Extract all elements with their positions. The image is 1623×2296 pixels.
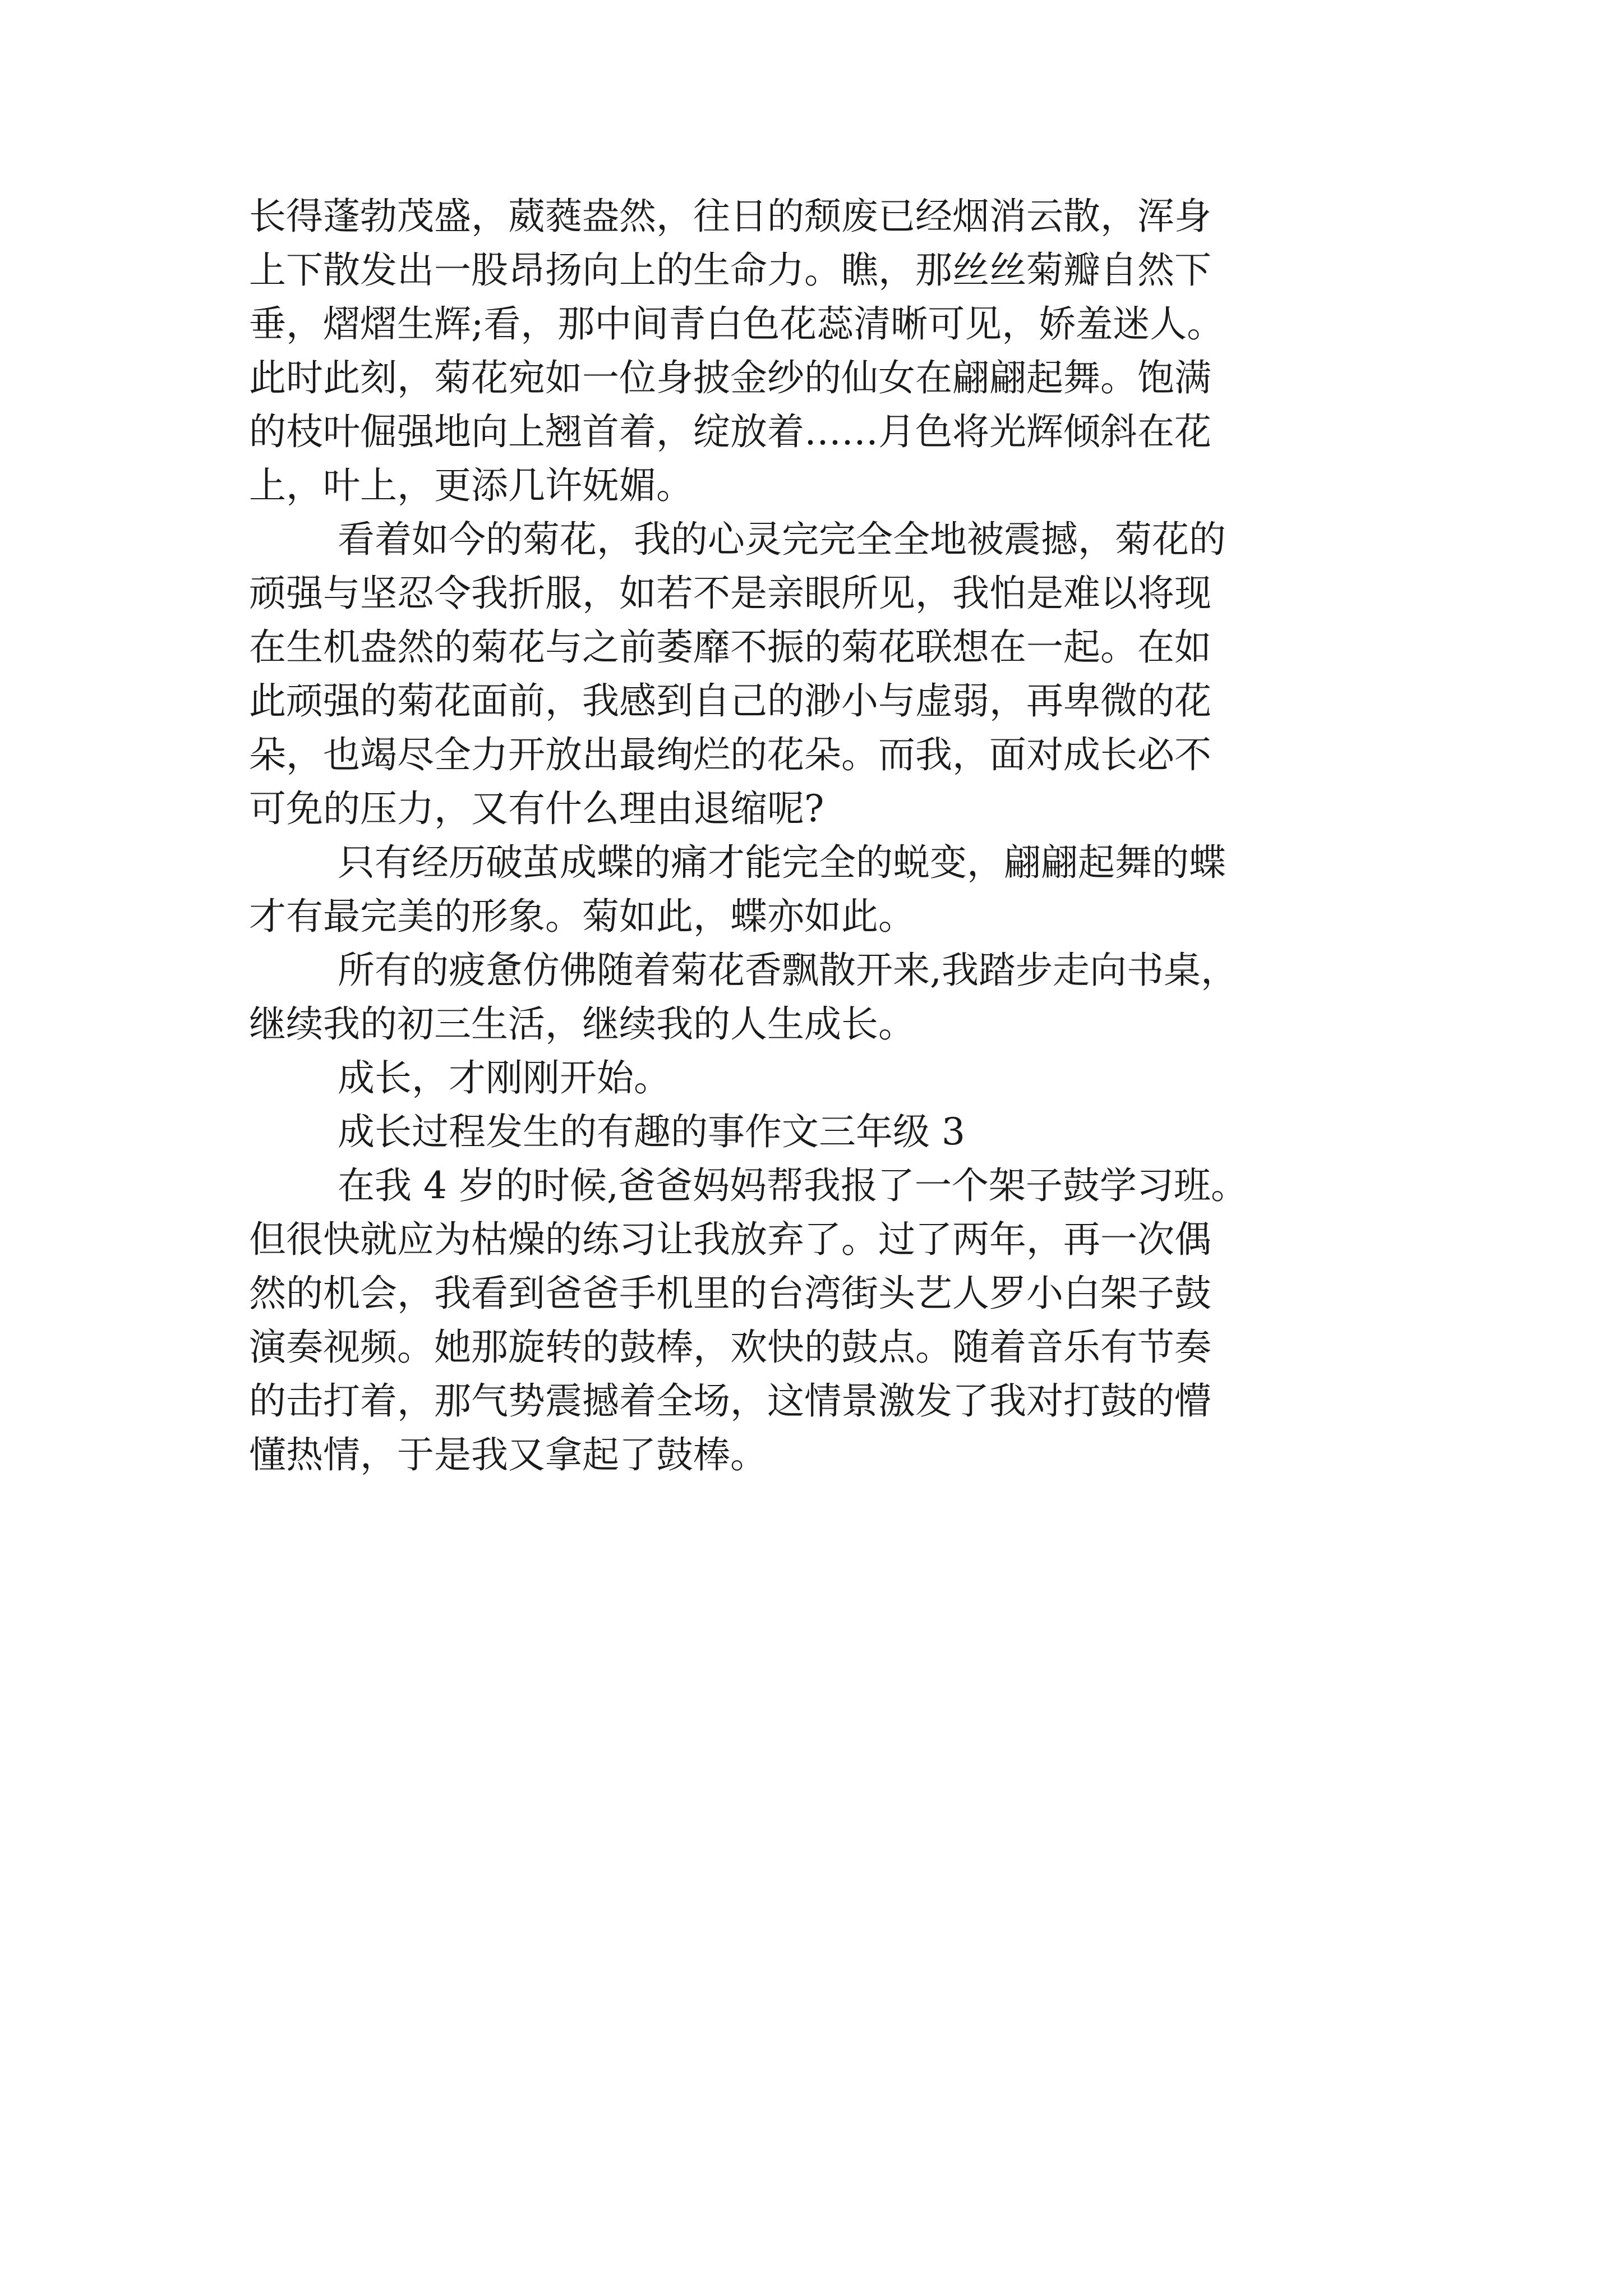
text-line: 此顽强的菊花面前，我感到自己的渺小与虚弱，再卑微的花 — [249, 679, 1211, 723]
text-line: 演奏视频。她那旋转的鼓棒，欢快的鼓点。随着音乐有节奏 — [249, 1326, 1211, 1369]
text-line: 朵，也竭尽全力开放出最绚烂的花朵。而我，面对成长必不 — [249, 733, 1211, 776]
section-heading — [249, 1112, 1393, 1152]
text-line: 顽强与坚忍令我折服，如若不是亲眼所见，我怕是难以将现 — [249, 572, 1211, 615]
paragraph-2 — [249, 519, 1393, 829]
text-line: 然的机会，我看到爸爸手机里的台湾街头艺人罗小白架子鼓 — [249, 1272, 1211, 1315]
paragraph-5 — [249, 1058, 1393, 1098]
text-line: 但很快就应为枯燥的练习让我放弃了。过了两年，再一次偶 — [249, 1218, 1211, 1261]
text-line: 此时此刻，菊花宛如一位身披金纱的仙女在翩翩起舞。饱满 — [249, 356, 1211, 399]
text-line: 上，叶上，更添几许妩媚。 — [249, 464, 693, 507]
paragraph-7 — [249, 1166, 1393, 1475]
text-line: 在我 4 岁的时候,爸爸妈妈帮我报了一个架子鼓学习班。 — [338, 1164, 1248, 1207]
text-line: 继续我的初三生活，继续我的人生成长。 — [249, 1002, 915, 1046]
paragraph-1 — [249, 196, 1393, 506]
text-line: 垂，熠熠生辉;看，那中间青白色花蕊清晰可见，娇羞迷人。 — [249, 302, 1224, 346]
paragraph-3 — [249, 843, 1393, 937]
text-line: 所有的疲惫仿佛随着菊花香飘散开来,我踏步走向书桌， — [338, 949, 1238, 992]
text-line: 上下散发出一股昂扬向上的生命力。瞧，那丝丝菊瓣自然下 — [249, 249, 1211, 292]
text-line: 的击打着，那气势震撼着全场，这情景激发了我对打鼓的懵 — [249, 1379, 1211, 1423]
text-line: 懂热情，于是我又拿起了鼓棒。 — [249, 1433, 767, 1476]
text-line: 只有经历破茧成蝶的痛才能完全的蜕变，翩翩起舞的蝶 — [338, 841, 1226, 884]
text-line: 看着如今的菊花，我的心灵完完全全地被震撼，菊花的 — [338, 518, 1226, 561]
text-line: 可免的压力，又有什么理由退缩呢? — [249, 787, 824, 830]
text-line: 才有最完美的形象。菊如此，蝶亦如此。 — [249, 895, 915, 938]
document-page — [249, 196, 1393, 1489]
paragraph-4 — [249, 950, 1393, 1045]
text-line: 的枝叶倔强地向上翘首着，绽放着……月色将光辉倾斜在花 — [249, 410, 1211, 453]
text-line: 在生机盎然的菊花与之前萎靡不振的菊花联想在一起。在如 — [249, 625, 1211, 669]
text-line: 长得蓬勃茂盛，葳蕤盎然，往日的颓废已经烟消云散，浑身 — [249, 195, 1211, 238]
text-line: 成长，才刚刚开始。 — [338, 1056, 671, 1099]
heading-text: 成长过程发生的有趣的事作文三年级 3 — [338, 1110, 965, 1153]
